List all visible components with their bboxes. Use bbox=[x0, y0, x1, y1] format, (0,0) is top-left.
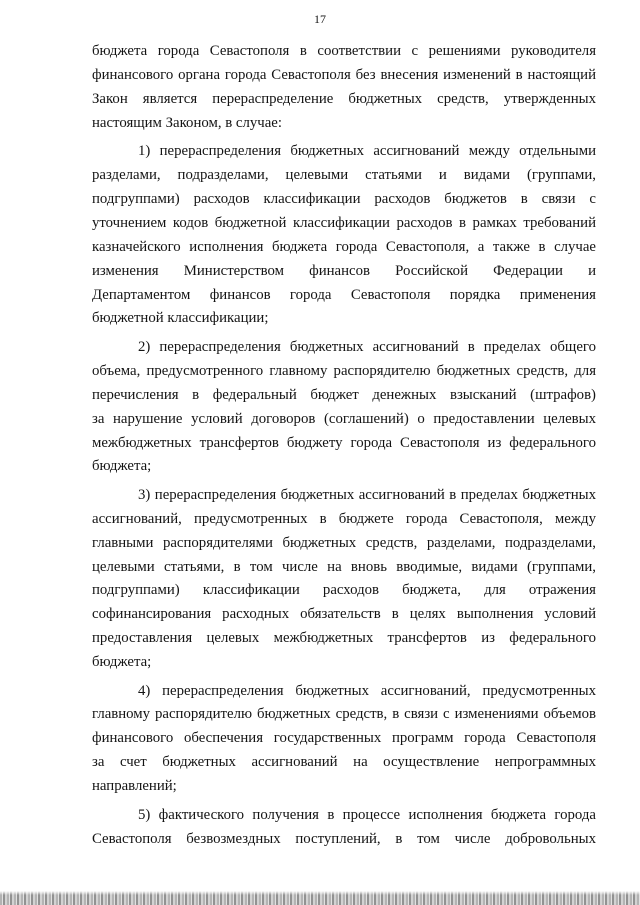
text-line: Севастополя безвозмездных поступлений, в том числе добровольных bbox=[92, 830, 596, 847]
text-line: подгруппами) расходов классификации расходов бюджетов в связи с bbox=[92, 190, 596, 207]
text-line: Закон является перераспределение бюджетных средств, утвержденных bbox=[92, 90, 596, 107]
text-line: разделами, подразделами, целевыми статьями и видами (группами, bbox=[92, 167, 596, 184]
text-line: перечисления в федеральный бюджет денежных взысканий (штрафов) bbox=[92, 386, 596, 403]
text-line: 3) перераспределения бюджетных ассигнований в пределах бюджетных bbox=[138, 486, 596, 503]
text-line: предоставления целевых межбюджетных трансфертов из федерального bbox=[92, 630, 596, 647]
text-line: изменения Министерством финансов Российской Федерации и bbox=[92, 262, 596, 279]
paragraph-item-1 bbox=[92, 140, 596, 331]
text-line: за нарушение условий договоров (соглашений) о предоставлении целевых bbox=[92, 410, 596, 427]
text-line: направлений; bbox=[92, 778, 177, 795]
text-line: бюджета; bbox=[92, 654, 152, 671]
text-line: главному распорядителю бюджетных средств, в связи с изменениями объемов bbox=[92, 706, 596, 723]
text-line: ассигнований, предусмотренных в бюджете города Севастополя, между bbox=[92, 510, 596, 527]
text-line: межбюджетных трансфертов бюджету города Севастополя из федерального bbox=[92, 434, 596, 451]
page-number: 17 bbox=[314, 12, 326, 26]
text-line: 5) фактического получения в процессе исполнения бюджета города bbox=[138, 806, 596, 823]
text-line: финансового обеспечения государственных программ города Севастополя bbox=[92, 730, 596, 747]
document-body bbox=[92, 40, 596, 851]
text-line: 1) перераспределения бюджетных ассигнований между отдельными bbox=[138, 143, 596, 160]
text-line: целевыми статьями, в том числе на вновь вводимые, видами (группами, bbox=[92, 558, 596, 575]
paragraph-item-5 bbox=[92, 804, 596, 852]
text-line: главными распорядителями бюджетных средств, разделами, подразделами, bbox=[92, 534, 596, 551]
text-line: финансового органа города Севастополя без внесения изменений в настоящий bbox=[92, 66, 596, 83]
text-line: бюджета города Севастополя в соответствии с решениями руководителя bbox=[92, 43, 596, 59]
text-line: казначейского исполнения бюджета города Севастополя, а также в случае bbox=[92, 238, 596, 255]
text-line: бюджета; bbox=[92, 458, 152, 475]
text-line: за счет бюджетных ассигнований на осуществление непрограммных bbox=[92, 754, 596, 771]
text-line: софинансирования расходных обязательств в целях выполнения условий bbox=[92, 606, 596, 623]
text-line: настоящим Законом, в случае: bbox=[92, 114, 282, 131]
text-line: 2) перераспределения бюджетных ассигнований в пределах общего bbox=[138, 338, 596, 355]
text-line: Департаментом финансов города Севастополя порядка применения bbox=[92, 286, 596, 303]
paragraph-intro bbox=[92, 40, 596, 136]
scan-edge-artifact bbox=[0, 891, 640, 905]
text-line: объема, предусмотренного главному распорядителю бюджетных средств, для bbox=[92, 362, 596, 379]
paragraph-item-2 bbox=[92, 336, 596, 479]
paragraph-item-4 bbox=[92, 680, 596, 800]
text-line: уточнением кодов бюджетной классификации расходов в рамках требований bbox=[92, 214, 596, 231]
text-line: подгруппами) классификации расходов бюджета, для отражения bbox=[92, 582, 596, 599]
paragraph-item-3 bbox=[92, 484, 596, 675]
text-line: бюджетной классификации; bbox=[92, 310, 269, 327]
text-line: 4) перераспределения бюджетных ассигнований, предусмотренных bbox=[138, 682, 596, 699]
